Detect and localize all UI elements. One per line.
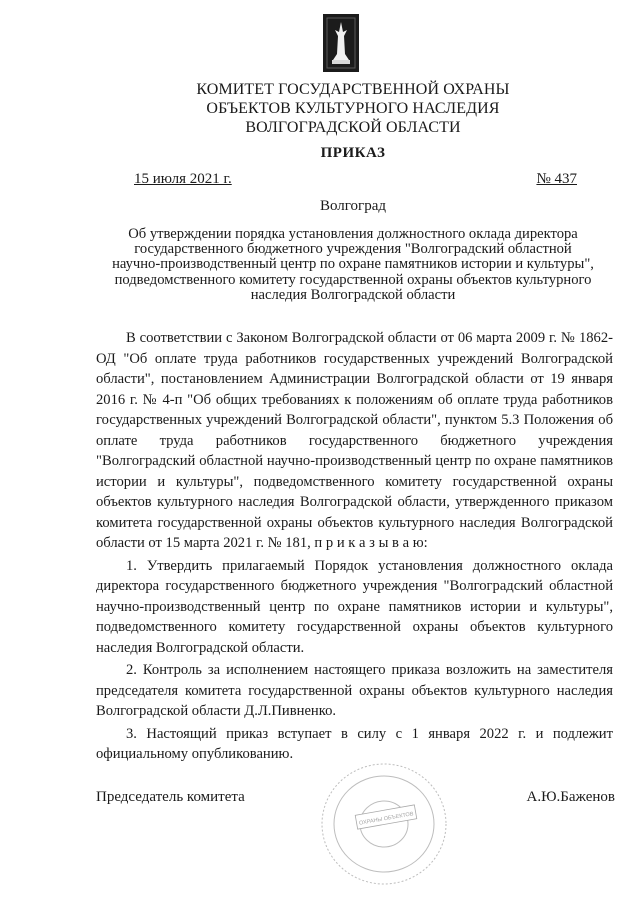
signer-name: А.Ю.Баженов: [526, 789, 615, 805]
order-date: 15 июля 2021 г.: [134, 171, 232, 187]
order-number: № 437: [536, 171, 577, 187]
city: Волгоград: [319, 198, 386, 214]
subject-line: Об утверждении порядка установления должностного оклада директора: [128, 226, 578, 242]
committee-line: ВОЛГОГРАДСКОЙ ОБЛАСТИ: [245, 119, 461, 136]
official-seal-icon: [314, 752, 454, 892]
committee-line: КОМИТЕТ ГОСУДАРСТВЕННОЙ ОХРАНЫ: [196, 81, 510, 98]
committee-name: [0, 80, 640, 137]
subject-line: наследия Волгоградской области: [250, 286, 456, 303]
signer-position: Председатель комитета: [96, 789, 245, 805]
order-subject: [90, 227, 616, 303]
coat-of-arms-icon: [323, 14, 359, 72]
order-item-3: 3. Настоящий приказ вступает в силу с 1 января 2022 г. и подлежит официальному опубликованию.: [96, 725, 613, 762]
subject-line: подведомственного комитету государственной охраны объектов культурного: [114, 271, 592, 288]
order-item-2: 2. Контроль за исполнением настоящего приказа возложить на заместителя председателя комитета государственной охраны объектов культурного наследия Волгоградской области Д.Л.Пивненко.: [96, 662, 613, 719]
preamble-paragraph: В соответствии с Законом Волгоградской области от 06 марта 2009 г. № 1862-ОД "Об оплате труда работников государственных учреждений Волгоградской области", постановлением Администрации Волгоградской области от 19 января 2016 г. № 4-п "Об общих требованиях к положениям об оплате труда работников государственных учреждений Волгоградской области", пунктом 5.3 Положения об оплате труда работников государственного бюджетного учреждения "Волгоградский областной научно-производственный центр по охране памятников истории и культуры", подведомственного комитету государственной охраны объектов культурного наследия Волгоградской области, утвержденного приказом комитета государственной охраны объектов культурного наследия Волгоградской области от 15 марта 2021 г. № 181, п р и к а з ы в а ю:: [96, 330, 613, 551]
committee-line: ОБЪЕКТОВ КУЛЬТУРНОГО НАСЛЕДИЯ: [206, 100, 500, 117]
subject-line: государственного бюджетного учреждения "Волгоградский областной: [134, 241, 572, 258]
subject-line: научно-производственный центр по охране памятников истории и культуры",: [112, 256, 594, 273]
svg-text:ОХРАНЫ ОБЪЕКТОВ: ОХРАНЫ ОБЪЕКТОВ: [358, 811, 414, 827]
order-item-1: 1. Утвердить прилагаемый Порядок установления должностного оклада директора государственного бюджетного учреждения "Волгоградский областной научно-производственный центр по охране памятников истории и культуры", подведомственного комитету государственной охраны объектов культурного наследия Волгоградской области.: [96, 557, 613, 656]
order-body: [96, 328, 613, 765]
document-type: ПРИКАЗ: [320, 145, 386, 161]
